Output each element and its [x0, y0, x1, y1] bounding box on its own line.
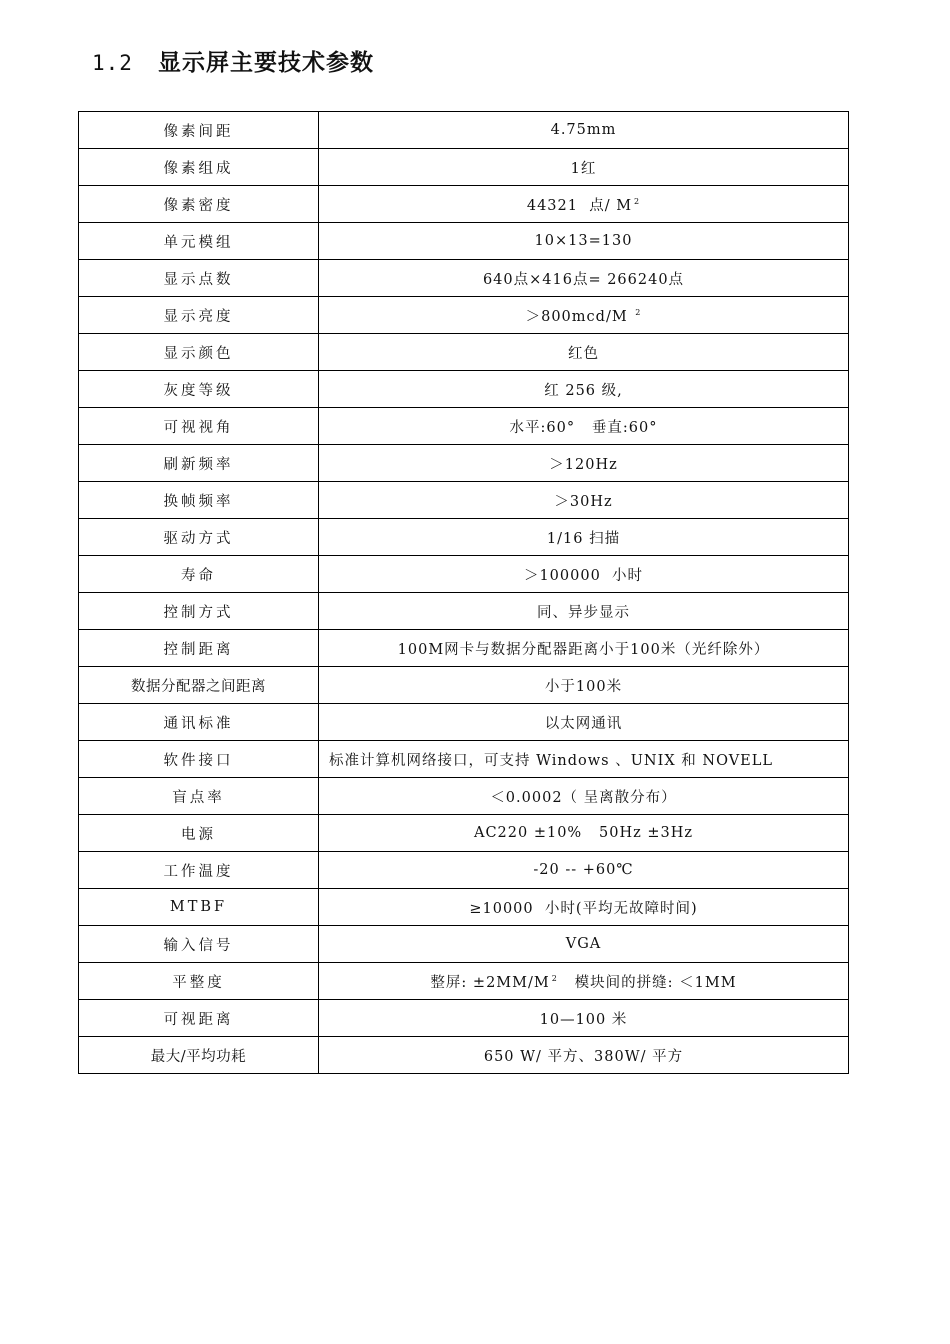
table-row	[79, 149, 849, 186]
param-value-text: ＞30Hz	[554, 493, 613, 510]
param-value-text: 红色	[568, 345, 599, 362]
superscript: 2	[551, 973, 558, 983]
param-value	[319, 1000, 849, 1037]
param-value-text: ＞120Hz	[549, 456, 618, 473]
param-value-text: 以太网通讯	[544, 715, 623, 732]
table-row	[79, 1000, 849, 1037]
table-row	[79, 445, 849, 482]
param-value	[319, 482, 849, 519]
table-row	[79, 778, 849, 815]
table-row	[79, 112, 849, 149]
param-label: 显示亮度	[79, 297, 319, 334]
param-value-text: 整屏: ±2MM/M	[430, 974, 550, 991]
param-value	[319, 519, 849, 556]
param-value-text: 小于100米	[544, 678, 623, 695]
section-heading	[92, 44, 374, 77]
param-value	[319, 408, 849, 445]
param-value	[319, 593, 849, 630]
param-value	[319, 334, 849, 371]
table-row	[79, 1037, 849, 1074]
param-label: 可视视角	[79, 408, 319, 445]
param-label: 最大/平均功耗	[79, 1037, 319, 1074]
param-value	[319, 889, 849, 926]
param-value-text: 640点×416点= 266240点	[482, 271, 685, 288]
param-value-text: -20 -- +60℃	[533, 862, 634, 878]
superscript: 2	[634, 196, 641, 206]
section-title: 显示屏主要技术参数	[158, 50, 374, 76]
param-label: 控制距离	[79, 630, 319, 667]
param-label: 软件接口	[79, 741, 319, 778]
param-value-text: 4.75mm	[550, 122, 617, 138]
param-value	[319, 852, 849, 889]
param-value-text: 水平:60° 垂直:60°	[509, 419, 658, 436]
param-value-text: 10—100 米	[539, 1011, 628, 1028]
param-value	[319, 630, 849, 667]
table-row	[79, 223, 849, 260]
param-label: 单元模组	[79, 223, 319, 260]
param-value	[319, 704, 849, 741]
table-row	[79, 741, 849, 778]
table-row	[79, 556, 849, 593]
param-label: 驱动方式	[79, 519, 319, 556]
param-value-text: 红 256 级,	[544, 382, 623, 399]
param-value-text: 100M网卡与数据分配器距离小于100米（光纤除外）	[397, 641, 770, 658]
param-value	[319, 149, 849, 186]
param-label: 灰度等级	[79, 371, 319, 408]
param-value-text: AC220 ±10% 50Hz ±3Hz	[473, 825, 694, 841]
param-value	[319, 667, 849, 704]
table-row	[79, 926, 849, 963]
param-value	[319, 297, 849, 334]
param-label: 刷新频率	[79, 445, 319, 482]
param-label: 平整度	[79, 963, 319, 1000]
param-label: 像素组成	[79, 149, 319, 186]
param-value	[319, 741, 849, 778]
param-value	[319, 186, 849, 223]
table-row	[79, 519, 849, 556]
param-label: 输入信号	[79, 926, 319, 963]
param-value-text: ＞100000 小时	[523, 567, 644, 584]
section-number: 1.2	[92, 51, 133, 75]
param-value	[319, 778, 849, 815]
table-row	[79, 889, 849, 926]
param-value-text: 标准计算机网络接口，可支持 Windows 、UNIX 和 NOVELL	[329, 752, 774, 769]
param-value-text: 同、异步显示	[537, 604, 630, 621]
table-row	[79, 371, 849, 408]
table-row	[79, 963, 849, 1000]
table-row	[79, 852, 849, 889]
param-label: 显示点数	[79, 260, 319, 297]
param-value	[319, 112, 849, 149]
table-row	[79, 297, 849, 334]
spec-table	[78, 111, 849, 1074]
param-label: 像素间距	[79, 112, 319, 149]
param-value	[319, 556, 849, 593]
param-value-text: ＜0.0002（ 呈离散分布）	[490, 789, 677, 806]
param-label: 寿命	[79, 556, 319, 593]
param-value-text: VGA	[565, 936, 602, 952]
param-value-text: 1红	[570, 160, 597, 177]
table-row	[79, 667, 849, 704]
param-value	[319, 963, 849, 1000]
param-label: 显示颜色	[79, 334, 319, 371]
param-value	[319, 926, 849, 963]
param-label: 可视距离	[79, 1000, 319, 1037]
param-value	[319, 445, 849, 482]
table-row	[79, 593, 849, 630]
param-value-text: ＞800mcd/M	[525, 308, 634, 325]
param-label: 通讯标准	[79, 704, 319, 741]
param-value-text: 650 W/ 平方、380W/ 平方	[483, 1048, 684, 1065]
param-value	[319, 371, 849, 408]
param-label: 工作温度	[79, 852, 319, 889]
param-value	[319, 815, 849, 852]
param-label: 换帧频率	[79, 482, 319, 519]
table-row	[79, 815, 849, 852]
table-row	[79, 334, 849, 371]
param-value	[319, 1037, 849, 1074]
param-value-text: ≥10000 小时(平均无故障时间)	[469, 900, 698, 917]
param-label: MTBF	[79, 889, 319, 926]
param-label: 盲点率	[79, 778, 319, 815]
table-row	[79, 186, 849, 223]
table-row	[79, 408, 849, 445]
param-value-text: 10×13=130	[534, 233, 633, 249]
superscript: 2	[635, 307, 642, 317]
param-value-text: 1/16 扫描	[546, 530, 621, 547]
param-label: 数据分配器之间距离	[79, 667, 319, 704]
param-label: 电源	[79, 815, 319, 852]
param-value	[319, 260, 849, 297]
param-value-text: 44321 点/ M	[526, 197, 633, 214]
param-value-suffix: 模块间的拼缝: ＜1MM	[557, 974, 737, 991]
param-value	[319, 223, 849, 260]
table-row	[79, 704, 849, 741]
table-row	[79, 630, 849, 667]
param-label: 控制方式	[79, 593, 319, 630]
table-row	[79, 482, 849, 519]
param-label: 像素密度	[79, 186, 319, 223]
table-row	[79, 260, 849, 297]
